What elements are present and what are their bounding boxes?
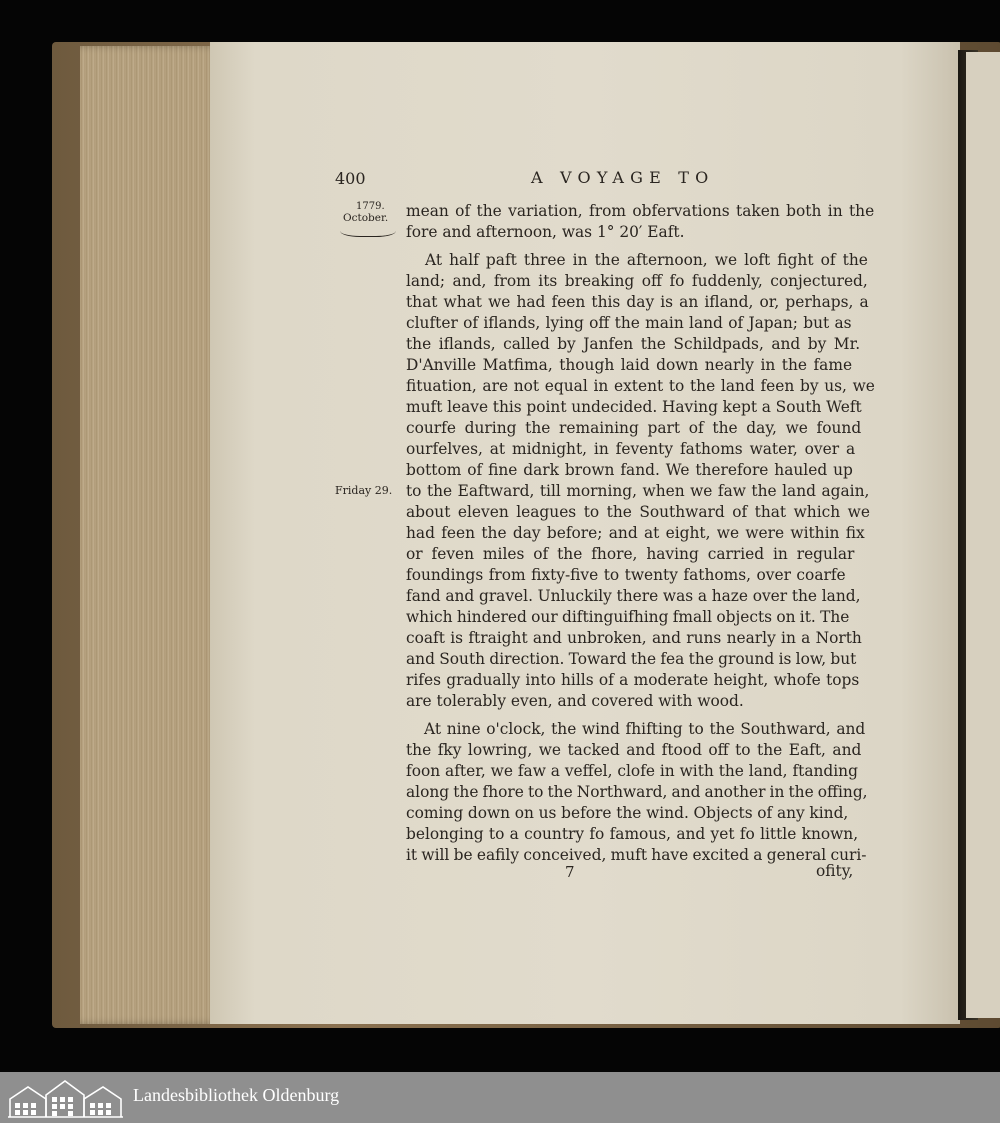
text-line: fore and afternoon, was 1° 20′ Eaft. (406, 223, 685, 241)
text-line: the iflands, called by Janfen the Schildpads, and by Mr. (406, 335, 861, 353)
text-line: coming down on us before the wind. Objects of any kind, (406, 804, 849, 822)
text-line: At nine o'clock, the wind fhifting to the Southward, and (424, 720, 866, 738)
text-line: the fky lowring, we tacked and ftood off to the Eaft, and (406, 741, 862, 759)
catchword: ofity, (816, 862, 854, 880)
text-line: rifes gradually into hills of a moderate height, whofe tops (406, 671, 860, 689)
text-line: clufter of iflands, lying off the main land of Japan; but as (406, 314, 852, 332)
text-line: about eleven leagues to the Southward of that which we (406, 503, 870, 521)
text-line: coaft is ftraight and unbroken, and runs nearly in a North (406, 629, 862, 647)
margin-brace (340, 228, 396, 237)
text-line: belonging to a country fo famous, and yet fo little known, (406, 825, 859, 843)
text-line: which hindered our diftinguifhing fmall objects on it. The (406, 608, 850, 626)
text-line: At half paft three in the afternoon, we loft fight of the (425, 251, 868, 269)
text-line: bottom of fine dark brown fand. We therefore hauled up (406, 461, 853, 479)
page-edges (80, 46, 220, 1024)
text-line: along the fhore to the Northward, and another in the offing, (406, 783, 868, 801)
text-line: muft leave this point undecided. Having kept a South Weft (406, 398, 862, 416)
signature-mark: 7 (565, 863, 575, 881)
margin-month: October. (343, 212, 389, 224)
text-line: courfe during the remaining part of the day, we found (406, 419, 862, 437)
text-line: fand and gravel. Unluckily there was a haze over the land, (406, 587, 861, 605)
margin-year: 1779. (356, 201, 385, 212)
text-line: ourfelves, at midnight, in feventy fathoms water, over a (406, 440, 856, 458)
page-number: 400 (335, 169, 366, 188)
text-line: it will be eafily conceived, muft have excited a general curi- (406, 846, 867, 864)
running-title: A VOYAGE TO (531, 168, 715, 187)
library-building-icon (8, 1077, 123, 1119)
text-line: fituation, are not equal in extent to the land feen by us, we (406, 377, 875, 395)
text-line: and South direction. Toward the fea the ground is low, but (406, 650, 857, 668)
facing-page-edge (966, 52, 1000, 1018)
text-line: D'Anville Matfima, though laid down nearly in the fame (406, 356, 853, 374)
text-line: are tolerably even, and covered with wood. (406, 692, 744, 710)
text-line: that what we had feen this day is an ifland, or, perhaps, a (406, 293, 869, 311)
text-line: foundings from fixty-five to twenty fathoms, over coarfe (406, 566, 846, 584)
text-line: land; and, from its breaking off fo fuddenly, conjectured, (406, 272, 868, 290)
text-line: foon after, we faw a veffel, clofe in with the land, ftanding (406, 762, 858, 780)
text-line: mean of the variation, from obfervations taken both in the (406, 202, 875, 220)
footer-library-name: Landesbibliothek Oldenburg (133, 1085, 340, 1105)
margin-date: Friday 29. (335, 484, 393, 497)
text-line: to the Eaftward, till morning, when we faw the land again, (406, 482, 870, 500)
text-line: had feen the day before; and at eight, we were within fix (406, 524, 865, 542)
text-line: or feven miles of the fhore, having carried in regular (406, 545, 855, 563)
